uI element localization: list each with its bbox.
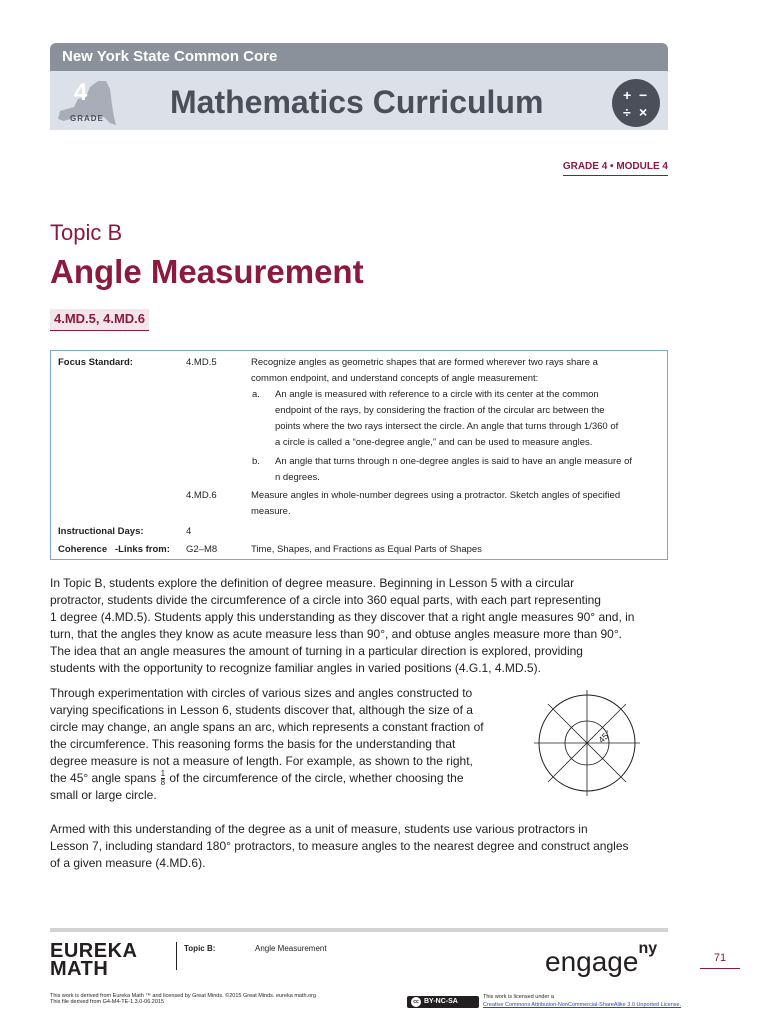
paragraph-line: In Topic B, students explore the definition of degree measure. Beginning in Lesson 5 with a circular	[50, 576, 575, 590]
item-a-line: a circle is called a “one-degree angle,” and can be used to measure angles.	[275, 437, 593, 448]
paragraph-line: protractor, students divide the circumference of a circle into 360 equal parts, with each part representing	[50, 593, 601, 607]
fraction-numerator: 1	[160, 769, 166, 779]
logo-text: engage	[545, 946, 639, 977]
times-symbol: ×	[639, 104, 648, 120]
item-a-line: An angle is measured with reference to a circle with its center at the common	[275, 389, 599, 400]
item-a-line: points where the two rays intersect the circle. An angle that turns through 1/360 of	[275, 421, 619, 432]
item-b-line: n degrees.	[275, 472, 320, 483]
fraction-denominator: 8	[160, 778, 166, 788]
footer-topic-label: Topic B:	[184, 944, 216, 953]
eureka-math-logo	[50, 942, 137, 978]
coherence-text: Time, Shapes, and Fractions as Equal Parts of Shapes	[251, 544, 482, 555]
divide-symbol: ÷	[623, 104, 631, 120]
paragraph-line	[50, 770, 484, 787]
paragraph-line: varying specifications in Lesson 6, students discover that, although the size of a	[50, 703, 473, 717]
footer-divider	[50, 928, 668, 932]
paragraph-line: The idea that an angle measures the amount of turning in a particular direction is explored, providing	[50, 644, 583, 658]
standard-code: 4.MD.6	[186, 490, 217, 501]
license-text: This work is licensed under a	[483, 994, 554, 1000]
circle-angle-figure	[532, 688, 642, 798]
paragraph-text: of the circumference of the circle, whether choosing the	[169, 771, 464, 785]
minus-symbol: −	[639, 87, 648, 103]
grade-module-label: GRADE 4 • MODULE 4	[563, 161, 668, 176]
paragraph-line: of a given measure (4.MD.6).	[50, 856, 206, 870]
list-marker: a.	[252, 389, 260, 400]
grade-number: 4	[74, 79, 88, 106]
engageny-logo	[545, 940, 658, 978]
curriculum-title: Mathematics Curriculum	[170, 84, 544, 120]
logo-superscript: ny	[638, 940, 658, 957]
page-number: 71	[700, 952, 740, 969]
paragraph-line: students with the opportunity to recognize familiar angles in varied positions (4.G.1, 4.MD.5).	[50, 661, 541, 675]
paragraph-line: Through experimentation with circles of various sizes and angles constructed to	[50, 686, 473, 700]
paragraph-1	[50, 575, 634, 677]
standard-text-line: common endpoint, and understand concepts of angle measurement:	[251, 373, 539, 384]
coherence-label: Coherence -Links from:	[58, 544, 170, 555]
paragraph-line: turn, that the angles they know as acute measure less than 90°, and obtuse angles measure more than 90°.	[50, 627, 622, 641]
grade-label: GRADE	[70, 114, 104, 123]
standard-text-line: Recognize angles as geometric shapes that are formed wherever two rays share a	[251, 357, 598, 368]
cc-icon: cc	[411, 997, 421, 1007]
paragraph-3	[50, 821, 629, 872]
cc-license-badge	[407, 996, 479, 1008]
coherence-code: G2–M8	[186, 544, 218, 555]
standard-text-line: Measure angles in whole-number degrees using a protractor. Sketch angles of specified	[251, 490, 621, 501]
topic-title: Angle Measurement	[50, 253, 364, 290]
focus-standards-table	[50, 350, 668, 560]
fraction-one-eighth	[161, 770, 165, 787]
paragraph-line: Lesson 7, including standard 180° protractors, to measure angles to the nearest degree and construct angles	[50, 839, 629, 853]
instructional-days-value: 4	[186, 526, 192, 537]
paragraph-line: circle may change, an angle spans an arc, which represents a constant fraction of	[50, 720, 484, 734]
curriculum-banner	[50, 71, 668, 130]
list-marker: b.	[252, 456, 260, 467]
instructional-days-label: Instructional Days:	[58, 526, 144, 537]
focus-standard-label: Focus Standard:	[58, 357, 133, 368]
paragraph-text: the 45° angle spans	[50, 771, 157, 785]
standard-code: 4.MD.5	[186, 357, 217, 368]
standard-text-line: measure.	[251, 506, 291, 517]
paragraph-2	[50, 685, 484, 804]
license-link[interactable]: Creative Commons Attribution-NonCommercial-ShareAlike 3.0 Unported License.	[483, 1002, 682, 1008]
standards-tag: 4.MD.5, 4.MD.6	[50, 309, 149, 331]
header-banner	[50, 43, 668, 71]
angle-label: 45°	[596, 728, 614, 746]
logo-line: EUREKA	[50, 940, 138, 962]
paragraph-line: degree measure is not a measure of length. For example, as shown to the right,	[50, 754, 473, 768]
item-b-line: An angle that turns through n one-degree angles is said to have an angle measure of	[275, 456, 633, 467]
math-operations-icon	[612, 79, 660, 127]
cc-badge-text: BY-NC-SA	[424, 998, 458, 1005]
logo-line: MATH	[50, 958, 109, 980]
footer-topic-name: Angle Measurement	[255, 944, 327, 953]
paragraph-line: Armed with this understanding of the degree as a unit of measure, students use various protractors in	[50, 822, 588, 836]
plus-symbol: +	[623, 87, 632, 103]
paragraph-line: the circumference. This reasoning forms the basis for the understanding that	[50, 737, 456, 751]
topic-label: Topic B	[50, 220, 123, 245]
banner-text: New York State Common Core	[62, 48, 278, 65]
paragraph-line: small or large circle.	[50, 788, 157, 803]
item-a-line: endpoint of the rays, by considering the fraction of the circular arc between the	[275, 405, 605, 416]
footer-separator	[176, 942, 177, 970]
credit-line: This work is derived from Eureka Math ™ and licensed by Great Minds. ©2015 Great Minds. eureka math.org	[50, 993, 317, 999]
paragraph-line: 1 degree (4.MD.5). Students apply this understanding as they discover that a right angle measures 90° and, in	[50, 610, 635, 624]
credit-line: This file derived from G4-M4-TE-1.3.0-06.2015	[50, 999, 165, 1005]
